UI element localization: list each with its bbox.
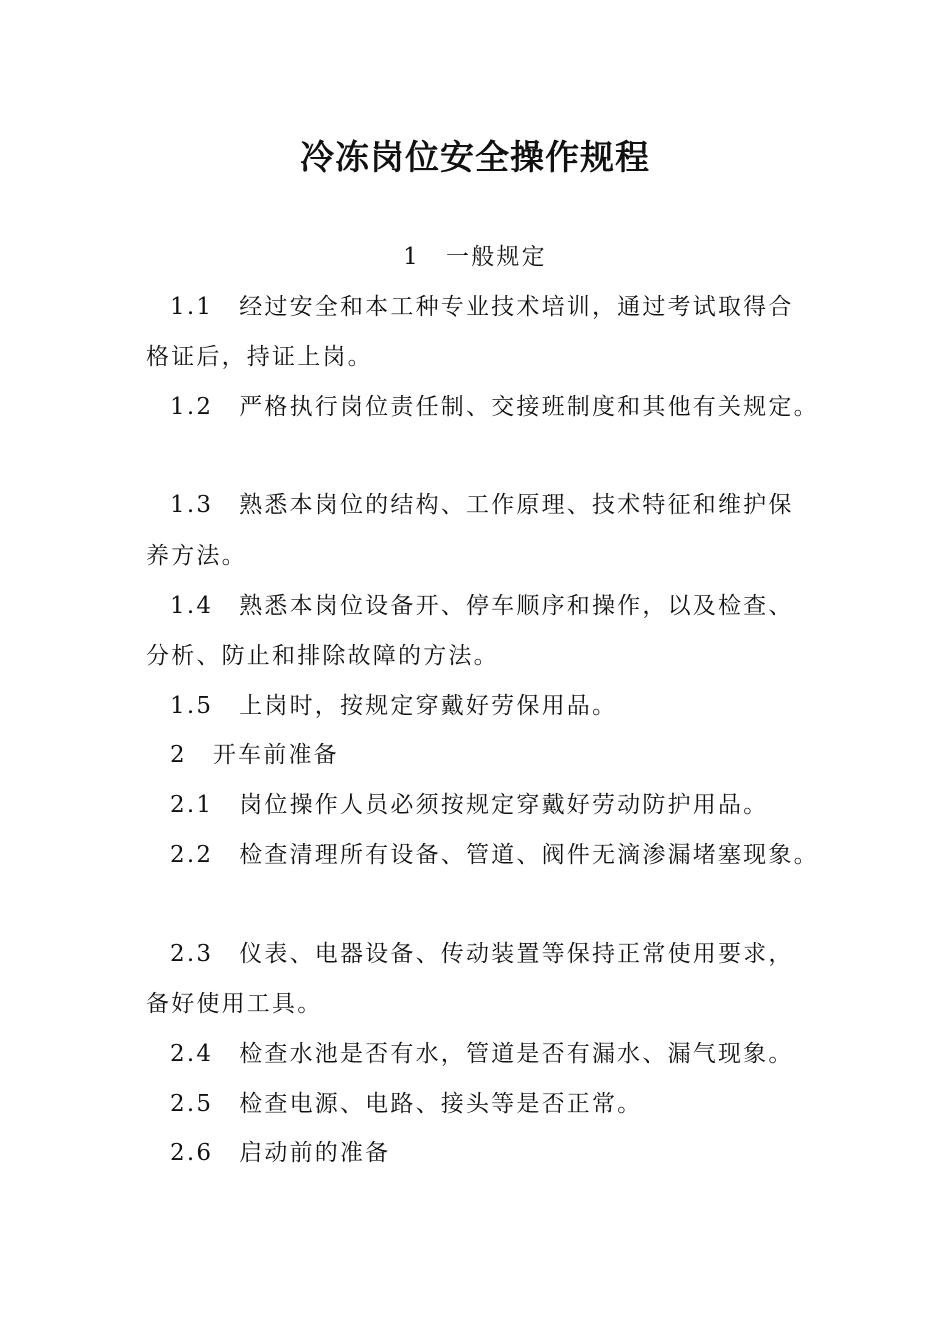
clause-1-4-line1 [170, 591, 794, 621]
clause-1-4-line2: 分析、防止和排除故障的方法。 [146, 643, 499, 669]
clause-text: 仪表、电器设备、传动装置等保持正常使用要求， [239, 941, 794, 967]
clause-2-3-line1 [170, 939, 794, 969]
clause-number: 1.1 [170, 294, 214, 320]
section-1-heading [0, 242, 950, 272]
clause-number: 1.2 [170, 394, 214, 420]
clause-1-3-line1 [170, 490, 794, 520]
clause-text: 岗位操作人员必须按规定穿戴好劳动防护用品。 [239, 792, 769, 818]
document-title: 冷冻岗位安全操作规程 [300, 138, 650, 178]
section-2-heading [170, 740, 339, 770]
clause-number: 2.2 [170, 842, 214, 868]
clause-2-5-line1 [170, 1089, 642, 1119]
section-2-number: 2 [170, 742, 187, 768]
clause-number: 2.3 [170, 941, 214, 967]
clause-1-1-line1 [170, 292, 794, 322]
clause-text: 上岗时，按规定穿戴好劳保用品。 [239, 693, 618, 719]
clause-2-4-line1 [170, 1039, 794, 1069]
clause-text: 熟悉本岗位的结构、工作原理、技术特征和维护保 [239, 492, 794, 518]
clause-text: 熟悉本岗位设备开、停车顺序和操作，以及检查、 [239, 593, 794, 619]
clause-number: 2.1 [170, 792, 214, 818]
clause-text: 严格执行岗位责任制、交接班制度和其他有关规定。 [239, 394, 819, 420]
clause-text: 经过安全和本工种专业技术培训，通过考试取得合 [239, 294, 794, 320]
section-1-title: 一般规定 [446, 244, 547, 270]
clause-number: 1.3 [170, 492, 214, 518]
clause-number: 1.4 [170, 593, 214, 619]
clause-2-2-line1 [170, 840, 819, 870]
clause-2-1-line1 [170, 790, 768, 820]
clause-number: 2.6 [170, 1140, 214, 1166]
clause-text: 检查水池是否有水，管道是否有漏水、漏气现象。 [239, 1041, 794, 1067]
section-2-title: 开车前准备 [212, 742, 339, 768]
section-1-number: 1 [403, 244, 421, 270]
clause-2-6-line1 [170, 1138, 390, 1168]
clause-text: 检查清理所有设备、管道、阀件无滴渗漏堵塞现象。 [239, 842, 819, 868]
clause-number: 2.4 [170, 1041, 214, 1067]
clause-1-5-line1 [170, 691, 617, 721]
clause-1-1-line2: 格证后，持证上岗。 [146, 344, 373, 370]
clause-1-2-line1 [170, 392, 819, 422]
clause-2-3-line2: 备好使用工具。 [146, 991, 323, 1017]
clause-number: 2.5 [170, 1091, 214, 1117]
clause-1-3-line2: 养方法。 [146, 543, 247, 569]
clause-number: 1.5 [170, 693, 214, 719]
clause-text: 检查电源、电路、接头等是否正常。 [239, 1091, 643, 1117]
clause-text: 启动前的准备 [239, 1140, 391, 1166]
